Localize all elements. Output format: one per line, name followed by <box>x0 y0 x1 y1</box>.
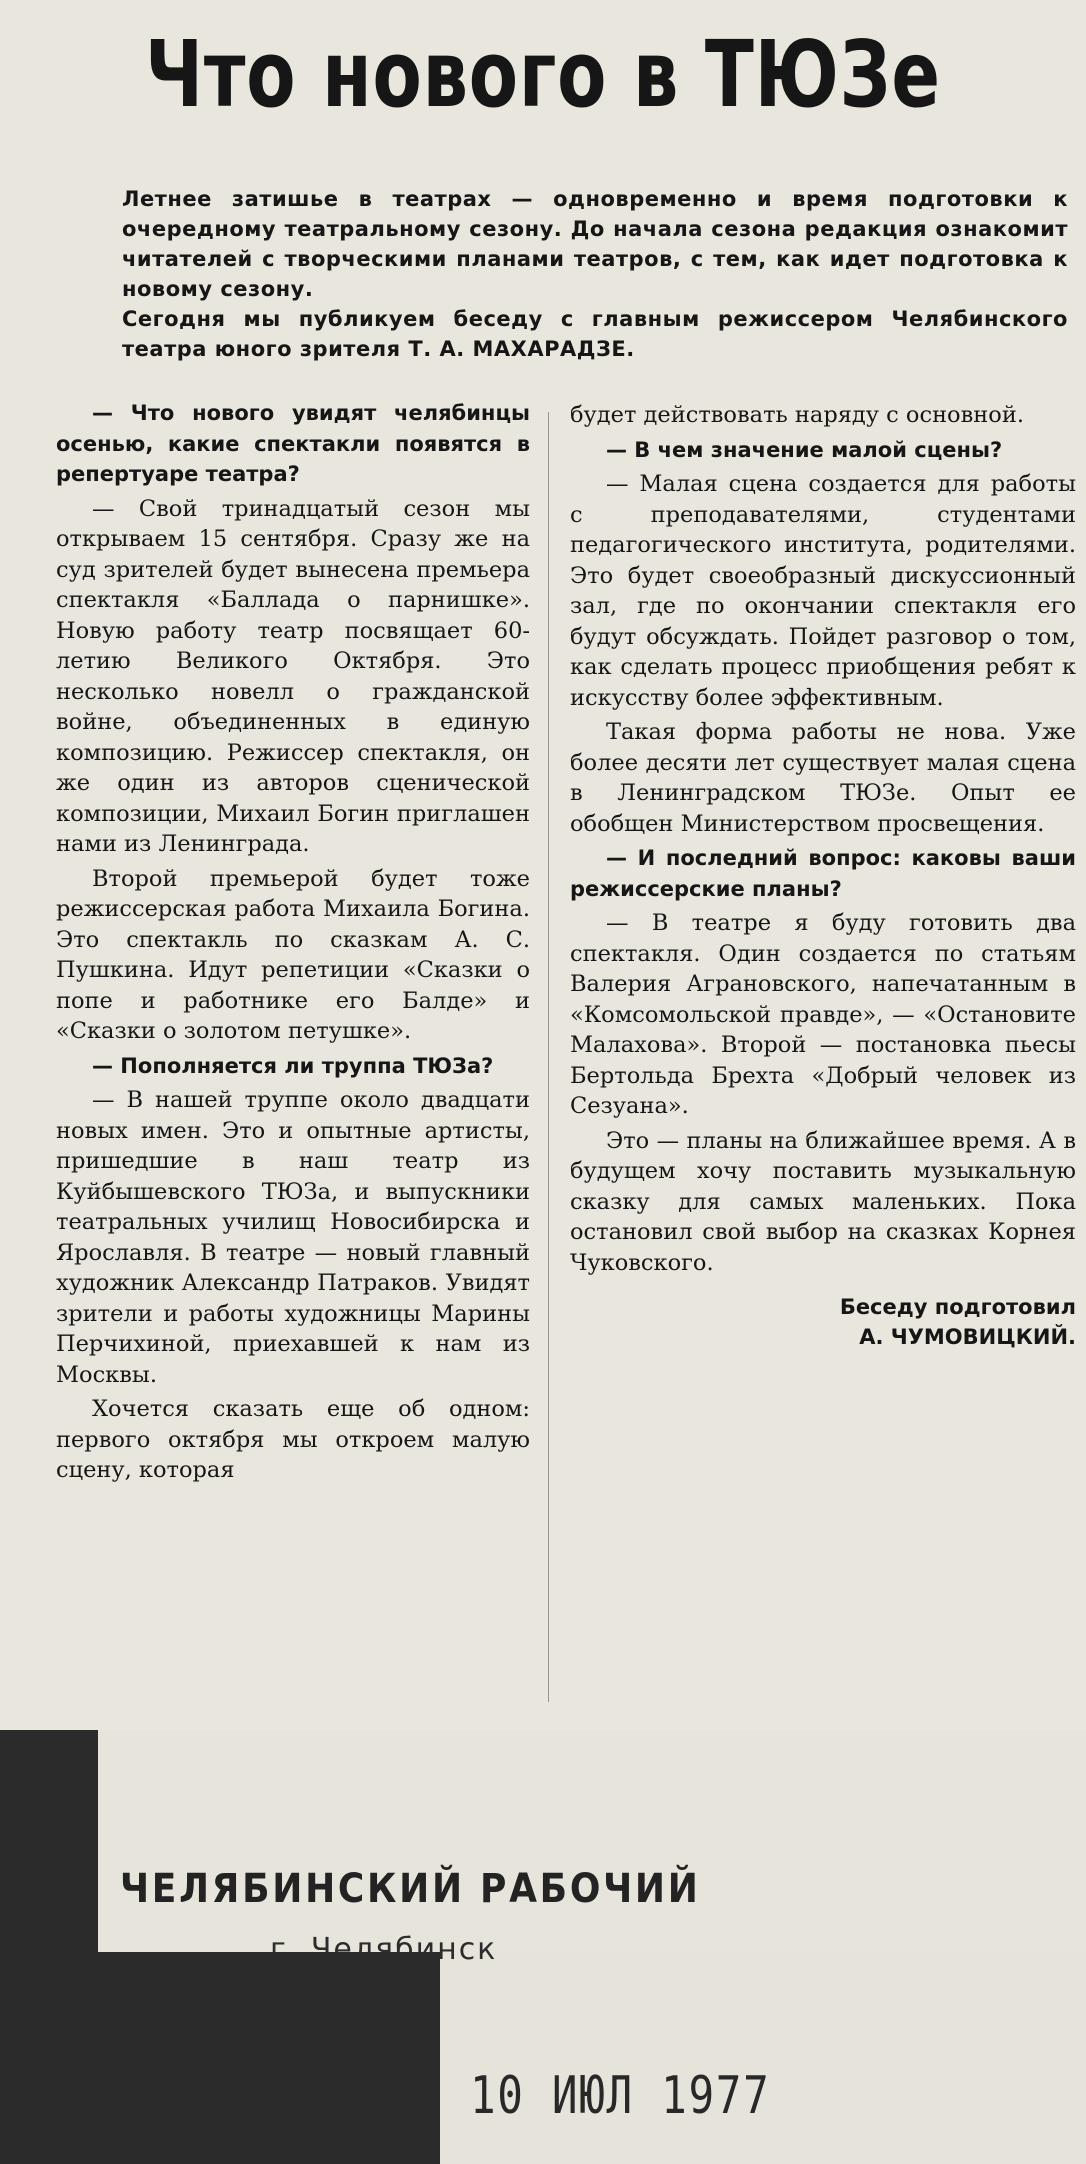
signature <box>570 1292 1076 1352</box>
interview-answer: Второй премьерой будет тоже режиссерская работа Михаила Богина. Это спектакль по сказкам А. С. Пушкина. Идут репетиции «Сказки о попе и работнике его Балде» и «Сказки о золотом петушке». <box>56 865 530 1044</box>
article-title: Что нового в ТЮЗе <box>145 21 941 128</box>
signature-label: Беседу подготовил <box>839 1295 1076 1319</box>
interview-question: — Что нового увидят челябинцы осенью, какие спектакли появятся в репертуаре театра? <box>56 401 530 486</box>
column-divider <box>548 412 549 1702</box>
right-column <box>570 400 1076 1352</box>
interview-answer: — Малая сцена создается для работы с преподавателями, студентами педагогического института, родителями. Это будет своеобразный дискуссионный зал, где по окончании спектакля его будут обсуждать. Пойдет разговор о том, как сделать процесс приобщения ребят к искусству более эффективным. <box>570 471 1076 711</box>
interview-answer: Хочется сказать еще об одном: первого октября мы откроем малую сцену, которая <box>56 1396 530 1483</box>
left-column <box>56 398 530 1490</box>
interview-question: — Пополняется ли труппа ТЮЗа? <box>92 1053 494 1078</box>
lead-paragraph: Сегодня мы публикуем беседу с главным режиссером Челябинского театра юного зрителя Т. А. МАХАРАДЗЕ. <box>122 307 1068 361</box>
interview-question: — В чем значение малой сцены? <box>606 437 1003 462</box>
interview-answer-continued: будет действовать наряду с основной. <box>570 402 1024 428</box>
signature-author: А. ЧУМОВИЦКИЙ. <box>859 1325 1076 1349</box>
article-lead <box>122 184 1068 364</box>
date-card <box>440 1952 1086 2164</box>
interview-answer: — Свой тринадцатый сезон мы открываем 15 сентября. Сразу же на суд зрителей будет вынесена премьера спектакля «Баллада о парнишке». Новую работу театр посвящает 60-летию Великого Октября. Это несколько новелл о гражданской войне, объединенных в единую композицию. Режиссер спектакля, он же один из авторов сценической композиции, Михаил Богин приглашен нами из Ленинграда. <box>56 495 530 857</box>
city-stamp: г. Челябинск <box>270 1932 498 1967</box>
lead-paragraph: Летнее затишье в театрах — одновременно и время подготовки к очередному театральному сезону. До начала сезона редакция ознакомит читателей с творческими планами театров, с тем, как идет подготовка к новому сезону. <box>122 187 1068 301</box>
interview-answer: — В театре я буду готовить два спектакля. Один создается по статьям Валерия Аграновского, напечатанным в «Комсомольской правде», — «Остановите Малахова». Второй — постановка пьесы Бертольда Брехта «Добрый человек из Сезуана». <box>570 910 1076 1119</box>
date-stamp: 10 ИЮЛ 1977 <box>470 2066 771 2126</box>
newspaper-stamp: ЧЕЛЯБИНСКИЙ РАБОЧИЙ <box>120 1866 701 1912</box>
interview-answer: Это — планы на ближайшее время. А в будущем хочу поставить музыкальную сказку для самых маленьких. Пока остановил свой выбор на сказках Корнея Чуковского. <box>570 1127 1076 1276</box>
interview-answer: — В нашей труппе около двадцати новых имен. Это и опытные артисты, пришедшие в наш театр из Куйбышевского ТЮЗа, и выпускники театральных училищ Новосибирска и Ярославля. В театре — новый главный художник Александр Патраков. Увидят зрители и работы художницы Марины Перчихиной, приехавшей к нам из Москвы. <box>56 1087 530 1388</box>
stamp-card <box>98 1730 1086 1952</box>
interview-answer: Такая форма работы не нова. Уже более десяти лет существует малая сцена в Ленинградском ТЮЗе. Опыт ее обобщен Министерством просвещения. <box>570 719 1076 837</box>
interview-question: — И последний вопрос: каковы ваши режиссерские планы? <box>570 846 1076 901</box>
